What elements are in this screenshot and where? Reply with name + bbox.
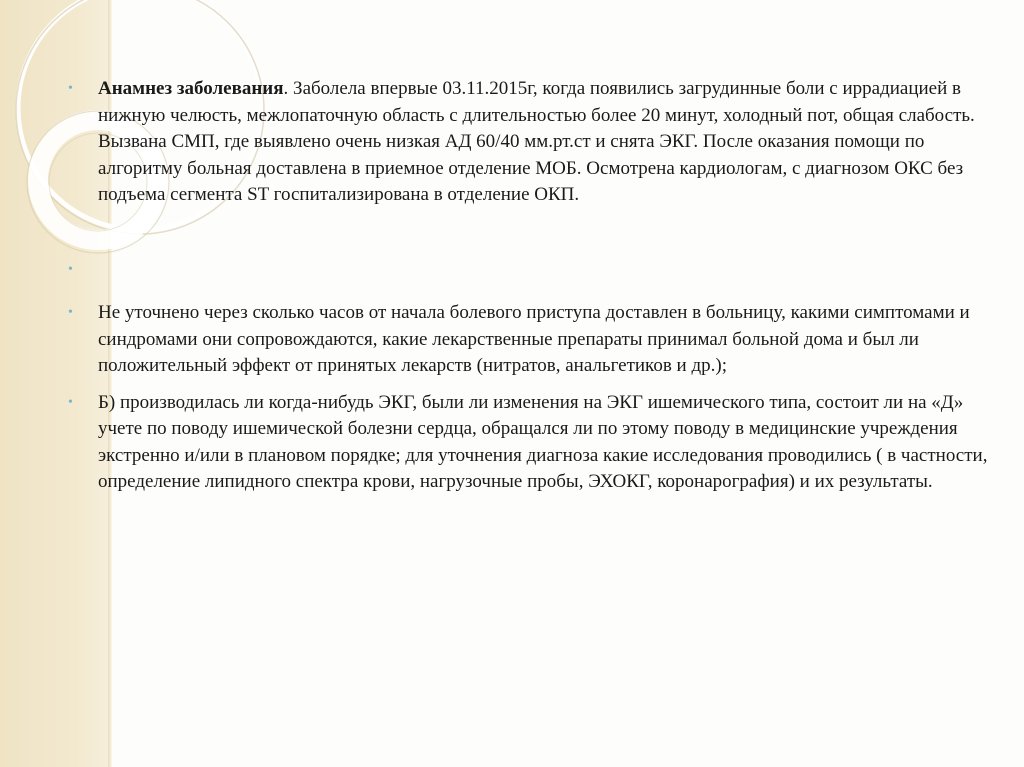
paragraph-ecg-questions: [66, 390, 996, 496]
paragraph-not-specified: [66, 300, 996, 380]
empty-bullet-row: [66, 257, 996, 284]
bullet-marker: •: [68, 394, 73, 410]
anamnesis-heading: Анамнез заболевания: [98, 78, 284, 99]
bullet-marker: •: [68, 305, 73, 320]
ecg-questions-text: Б) производилась ли когда-нибудь ЭКГ, были ли изменения на ЭКГ ишемического типа, состоит ли на «Д» учете по поводу ишемической болезни сердца, обращался ли по этому поводу в медицинские учреждения экстренно и/или в плановом порядке; для уточнения диагноза какие исследования проводились ( в частности, определение липидного спектра крови, нагрузочные пробы, ЭХОКГ, коронарография) и их результаты.: [98, 391, 988, 492]
bullet-marker: •: [68, 261, 73, 277]
not-specified-text: Не уточнено через сколько часов от начала болевого приступа доставлен в больницу, какими симптомами и синдромами они сопровождаются, какие лекарственные препараты принимал больной дома и был ли положительный эффект от принятых лекарств (нитратов, анальгетиков и др.);: [98, 302, 970, 376]
paragraph-anamnesis: [66, 76, 996, 209]
bullet-marker: •: [68, 81, 73, 96]
anamnesis-text: . Заболела впервые 03.11.2015г, когда появились загрудинные боли с иррадиацией в нижную челюсть, межлопаточную область с длительностью более 20 минут, холодный пот, общая слабость. Вызвана СМП, где выявлено очень низкая АД 60/40 мм.рт.ст и снята ЭКГ. После оказания помощи по алгоритму больная доставлена в приемное отделение МОБ. Осмотрена кардиологам, с диагнозом ОКС без подъема сегмента ST госпитализирована в отделение ОКП.: [98, 78, 975, 205]
slide-content: [66, 76, 996, 496]
